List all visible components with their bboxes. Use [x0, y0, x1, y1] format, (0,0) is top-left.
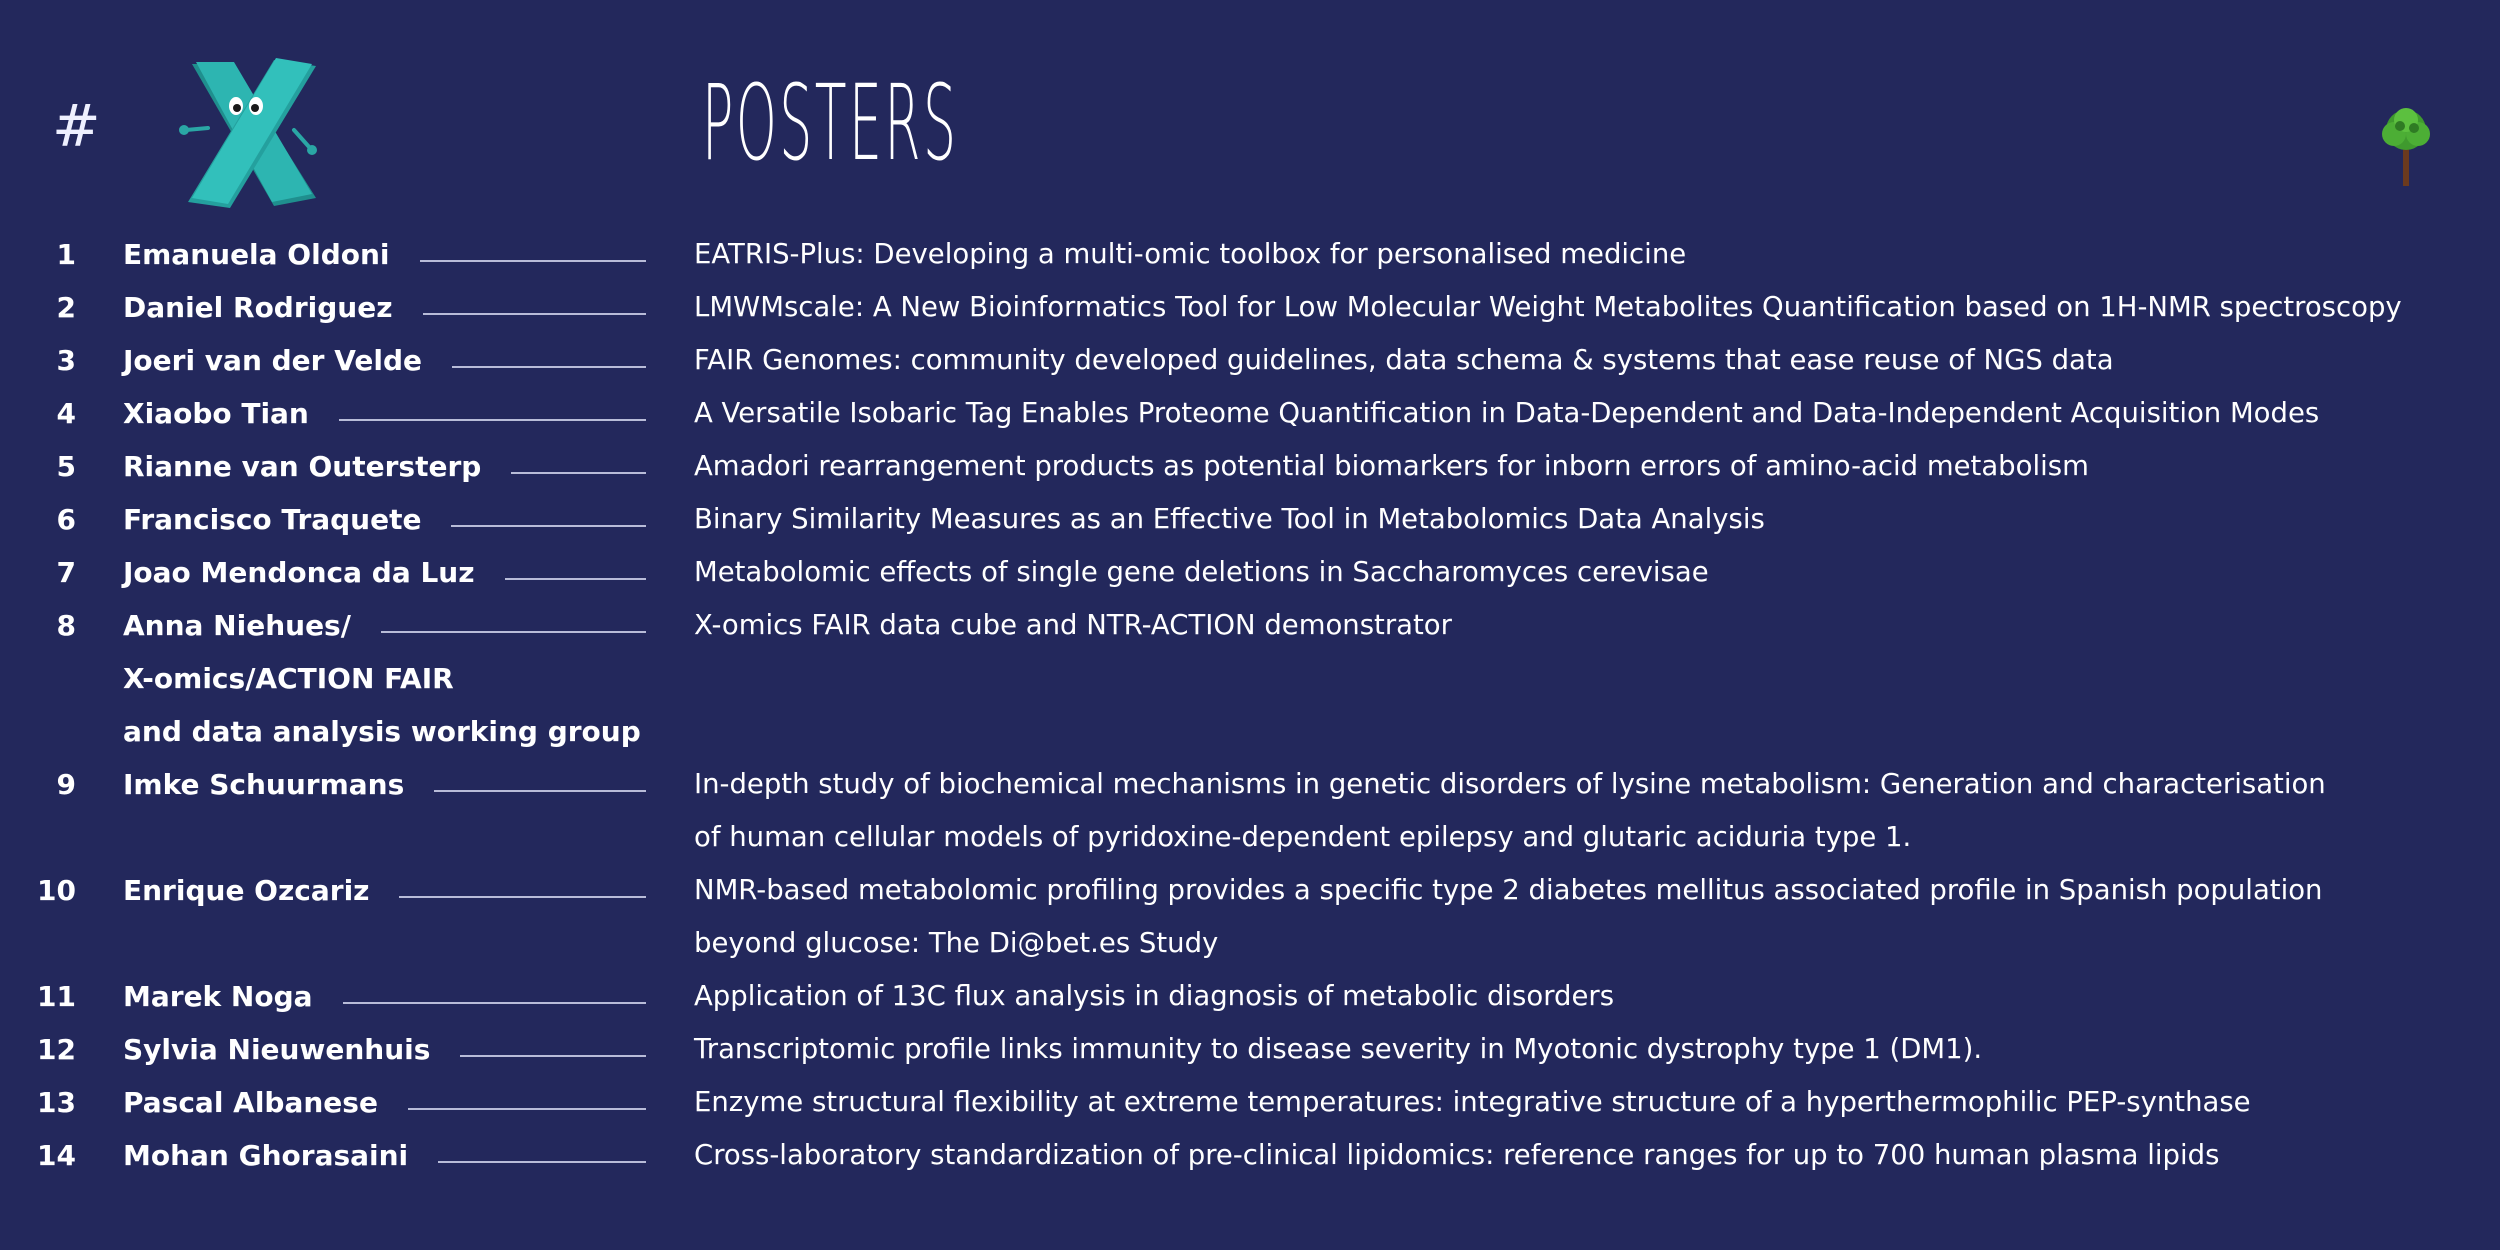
poster-title: In-depth study of biochemical mechanisms in genetic disorders of lysine metabolism: Generation and characterisation [694, 768, 2326, 800]
presenter-name: Sylvia Nieuwenhuis [123, 1033, 431, 1066]
poster-row [0, 972, 2500, 1025]
poster-number: 12 [37, 1033, 76, 1066]
page-title: POSTERS [702, 62, 959, 184]
poster-row [0, 389, 2500, 442]
poster-title: A Versatile Isobaric Tag Enables Proteome Quantification in Data-Dependent and Data-Independent Acquisition Modes [694, 397, 2320, 429]
presenter-name: Xiaobo Tian [123, 397, 309, 430]
presenter-name: Imke Schuurmans [123, 768, 405, 801]
poster-number: 8 [56, 609, 76, 642]
tree-icon [2374, 104, 2438, 192]
poster-number: 7 [56, 556, 76, 589]
poster-number: 13 [37, 1086, 76, 1119]
poster-title: FAIR Genomes: community developed guidelines, data schema & systems that ease reuse of NGS data [694, 344, 2114, 376]
number-column-header: # [52, 92, 101, 160]
poster-number: 1 [56, 238, 76, 271]
poster-row [0, 707, 2500, 760]
presenter-name: X-omics/ACTION FAIR [123, 662, 454, 695]
presenter-name: Emanuela Oldoni [123, 238, 390, 271]
poster-row [0, 442, 2500, 495]
poster-title: X-omics FAIR data cube and NTR-ACTION demonstrator [694, 609, 1452, 641]
poster-number: 6 [56, 503, 76, 536]
poster-number: 3 [56, 344, 76, 377]
poster-title: beyond glucose: The Di@bet.es Study [694, 927, 1219, 959]
poster-row [0, 283, 2500, 336]
presenter-name: Daniel Rodriguez [123, 291, 393, 324]
presenter-name: Mohan Ghorasaini [123, 1139, 409, 1172]
poster-row [0, 548, 2500, 601]
connector-line [423, 313, 646, 315]
connector-line [511, 472, 646, 474]
poster-row [0, 813, 2500, 866]
x-omics-mascot-logo [178, 58, 328, 214]
connector-line [460, 1055, 646, 1057]
connector-line [399, 896, 646, 898]
presenter-name: Pascal Albanese [123, 1086, 378, 1119]
poster-title: Metabolomic effects of single gene deletions in Saccharomyces cerevisae [694, 556, 1709, 588]
connector-line [451, 525, 646, 527]
connector-line [381, 631, 646, 633]
poster-number: 5 [56, 450, 76, 483]
poster-row [0, 760, 2500, 813]
poster-row [0, 336, 2500, 389]
presenter-name: Francisco Traquete [123, 503, 422, 536]
presenter-name: Joao Mendonca da Luz [123, 556, 475, 589]
presenter-name: Marek Noga [123, 980, 313, 1013]
connector-line [452, 366, 646, 368]
poster-number: 4 [56, 397, 76, 430]
presenter-name: Rianne van Outersterp [123, 450, 482, 483]
poster-row [0, 1131, 2500, 1184]
poster-row [0, 601, 2500, 654]
poster-title: Enzyme structural flexibility at extreme temperatures: integrative structure of a hyperthermophilic PEP-synthase [694, 1086, 2251, 1118]
presenter-name: and data analysis working group [123, 715, 641, 748]
poster-number: 14 [37, 1139, 76, 1172]
poster-row [0, 230, 2500, 283]
poster-number: 10 [37, 874, 76, 907]
connector-line [408, 1108, 646, 1110]
poster-title: Binary Similarity Measures as an Effective Tool in Metabolomics Data Analysis [694, 503, 1765, 535]
connector-line [438, 1161, 646, 1163]
poster-title: Cross-laboratory standardization of pre-clinical lipidomics: reference ranges for up to 700 human plasma lipids [694, 1139, 2220, 1171]
poster-title: Amadori rearrangement products as potential biomarkers for inborn errors of amino-acid metabolism [694, 450, 2089, 482]
poster-title: EATRIS-Plus: Developing a multi-omic toolbox for personalised medicine [694, 238, 1687, 270]
poster-title: Transcriptomic profile links immunity to disease severity in Myotonic dystrophy type 1 (DM1). [694, 1033, 1983, 1065]
poster-row [0, 919, 2500, 972]
poster-title: of human cellular models of pyridoxine-dependent epilepsy and glutaric aciduria type 1. [694, 821, 1912, 853]
poster-number: 11 [37, 980, 76, 1013]
poster-title: NMR-based metabolomic profiling provides a specific type 2 diabetes mellitus associated profile in Spanish population [694, 874, 2323, 906]
poster-row [0, 1025, 2500, 1078]
presenter-name: Enrique Ozcariz [123, 874, 370, 907]
connector-line [343, 1002, 646, 1004]
poster-row [0, 866, 2500, 919]
poster-row [0, 1078, 2500, 1131]
poster-row [0, 495, 2500, 548]
connector-line [434, 790, 646, 792]
poster-title: LMWMscale: A New Bioinformatics Tool for Low Molecular Weight Metabolites Quantification based on 1H-NMR spectroscopy [694, 291, 2402, 323]
poster-title: Application of 13C flux analysis in diagnosis of metabolic disorders [694, 980, 1615, 1012]
poster-row [0, 654, 2500, 707]
connector-line [505, 578, 646, 580]
connector-line [339, 419, 646, 421]
presenter-name: Anna Niehues/ [123, 609, 351, 642]
presenter-name: Joeri van der Velde [123, 344, 422, 377]
poster-number: 9 [56, 768, 76, 801]
poster-number: 2 [56, 291, 76, 324]
connector-line [420, 260, 646, 262]
